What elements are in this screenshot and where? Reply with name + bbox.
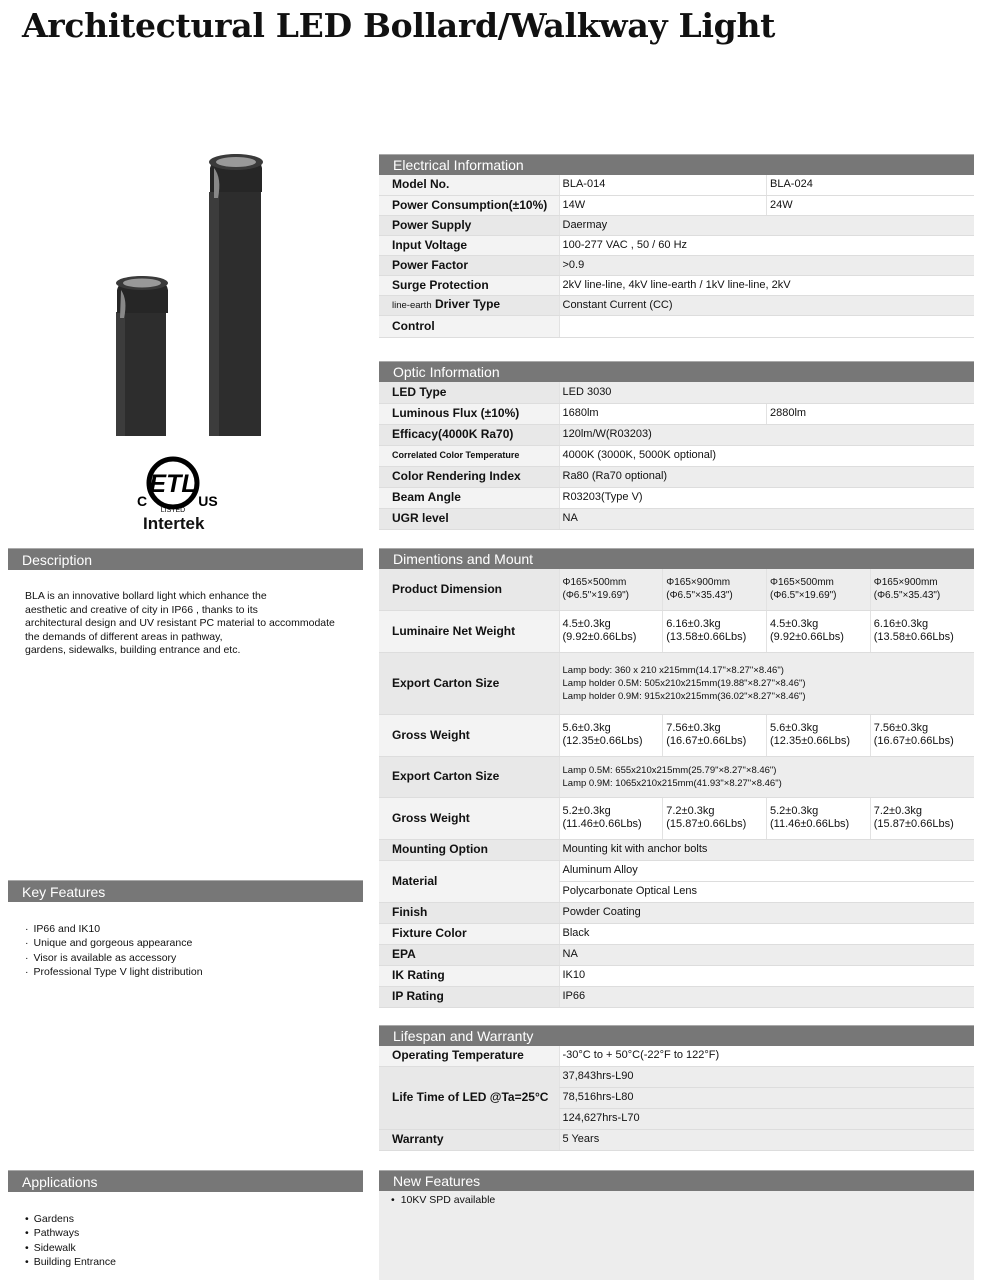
row-label: Material	[379, 860, 559, 902]
cell-line: (11.46±0.66Lbs)	[562, 818, 642, 830]
row-label: IP Rating	[379, 986, 559, 1007]
table-row	[379, 839, 974, 860]
row-label: Color Rendering Index	[379, 466, 559, 487]
key-features-list	[25, 922, 203, 979]
cell-line: Lamp 0.5M: 655x210x215mm(25.79"×8.27"×8.46")	[562, 764, 777, 776]
etl-mark: ETL	[149, 470, 197, 498]
cell-value	[559, 569, 663, 610]
text-line: the demands of different areas in pathway,	[25, 630, 223, 643]
cell-value: LED 3030	[559, 382, 974, 403]
cell-value: 14W	[559, 195, 767, 215]
list-item: • 10KV SPD available	[391, 1194, 974, 1206]
cell-line: Φ165×500mm	[562, 577, 627, 589]
cert-c: C	[136, 493, 148, 509]
row-label: Export Carton Size	[379, 652, 559, 714]
table-row	[379, 466, 974, 487]
cell-value: 2880lm	[767, 403, 975, 424]
list-item: · Unique and gorgeous appearance	[25, 936, 203, 950]
row-label: Fixture Color	[379, 923, 559, 944]
lifespan-table	[379, 1046, 974, 1151]
text-line: aesthetic and creative of city in IP66 , thanks to its	[25, 603, 258, 616]
description-text	[25, 590, 355, 658]
cert-listed: LISTED	[160, 507, 186, 514]
cell-line: (13.58±0.66Lbs)	[666, 631, 747, 643]
cell-line: 5.6±0.3kg	[770, 722, 819, 734]
cell-line: (9.92±0.66Lbs)	[562, 631, 637, 643]
row-label: LED Type	[379, 382, 559, 403]
product-image	[110, 150, 270, 440]
cell-line: 7.2±0.3kg	[666, 805, 715, 817]
cell-line: (Φ6.5"×19.69")	[770, 590, 837, 602]
intertek-brand: Intertek	[143, 514, 205, 533]
dimensions-header: Dimentions and Mount	[379, 548, 974, 569]
row-label: Luminaire Net Weight	[379, 610, 559, 652]
cell-value	[559, 315, 974, 337]
cell-value: IK10	[559, 965, 974, 986]
row-label: Correlated Color Temperature	[379, 445, 559, 466]
page-title: Architectural LED Bollard/Walkway Light	[22, 6, 776, 45]
cell-line: 7.56±0.3kg	[873, 722, 929, 734]
applications-header: Applications	[8, 1170, 363, 1192]
cell-line: 7.56±0.3kg	[666, 722, 721, 734]
cell-line: 4.5±0.3kg	[562, 618, 611, 630]
row-label: Product Dimension	[379, 569, 559, 610]
list-item: • Gardens	[25, 1212, 116, 1226]
table-row	[379, 902, 974, 923]
table-row	[379, 195, 974, 215]
row-label: Warranty	[379, 1129, 559, 1150]
applications-list	[25, 1212, 116, 1269]
cell-value	[870, 569, 974, 610]
cell-value: NA	[559, 508, 974, 529]
text-line: gardens, sidewalks, building entrance and etc.	[25, 644, 241, 656]
cell-line: (15.87±0.66Lbs)	[873, 818, 954, 830]
row-label: Input Voltage	[379, 235, 559, 255]
cell-line: (16.67±0.66Lbs)	[666, 735, 747, 747]
cell-value	[870, 610, 974, 652]
cell-value: Polycarbonate Optical Lens	[559, 881, 974, 902]
table-row	[379, 1046, 974, 1066]
table-row	[379, 714, 974, 756]
cell-line: 6.16±0.3kg	[873, 618, 929, 630]
cell-value	[559, 714, 663, 756]
electrical-header: Electrical Information	[379, 154, 974, 175]
cell-value: R03203(Type V)	[559, 487, 974, 508]
table-row	[379, 175, 974, 195]
row-label: Surge Protection	[379, 275, 559, 295]
table-row	[379, 215, 974, 235]
table-row	[379, 986, 974, 1007]
cell-line: (12.35±0.66Lbs)	[562, 735, 643, 747]
cell-line: (13.58±0.66Lbs)	[873, 631, 954, 643]
cell-value: 5 Years	[559, 1129, 974, 1150]
cell-value	[559, 610, 663, 652]
cell-line: 5.2±0.3kg	[562, 805, 611, 817]
table-row	[379, 610, 974, 652]
optic-table	[379, 382, 974, 530]
cell-value	[767, 610, 871, 652]
table-row	[379, 569, 974, 610]
cell-line: (11.46±0.66Lbs)	[770, 818, 850, 830]
cell-line: (9.92±0.66Lbs)	[770, 631, 844, 643]
cell-value: 37,843hrs-L90	[559, 1066, 974, 1087]
row-label: IK Rating	[379, 965, 559, 986]
list-item: • Pathways	[25, 1226, 116, 1240]
cell-line: Lamp holder 0.5M: 505x210x215mm(19.88"×8.27"×8.46")	[562, 677, 806, 689]
cell-line: 5.2±0.3kg	[770, 805, 819, 817]
text-line: architectural design and UV resistant PC material to accommodate	[25, 617, 335, 629]
table-row	[379, 652, 974, 714]
cell-value: >0.9	[559, 255, 974, 275]
table-row	[379, 275, 974, 295]
list-item: • Building Entrance	[25, 1255, 116, 1269]
cell-line: Lamp 0.9M: 1065x210x215mm(41.93"×8.27"×8.46")	[562, 777, 782, 789]
cell-value	[870, 714, 974, 756]
cell-line: (12.35±0.66Lbs)	[770, 735, 851, 747]
table-row	[379, 965, 974, 986]
cell-value	[663, 797, 767, 839]
list-item: · Visor is available as accessory	[25, 951, 203, 965]
cell-line: Lamp holder 0.9M: 915x210x215mm(36.02"×8.27"×8.46")	[562, 690, 806, 702]
cell-value: Black	[559, 923, 974, 944]
row-label: Gross Weight	[379, 714, 559, 756]
cert-us: US	[198, 493, 218, 509]
cell-line: Φ165×900mm	[666, 577, 731, 589]
list-item: · IP66 and IK10	[25, 922, 203, 936]
row-label: Life Time of LED @Ta=25°C	[379, 1066, 559, 1129]
cell-value: Daermay	[559, 215, 974, 235]
cell-value: -30°C to + 50°C(-22°F to 122°F)	[559, 1046, 974, 1066]
cell-value: BLA-024	[767, 175, 975, 195]
row-label: UGR level	[379, 508, 559, 529]
table-row	[379, 445, 974, 466]
cell-value	[663, 569, 767, 610]
list-item: • Sidewalk	[25, 1241, 116, 1255]
cell-value: Aluminum Alloy	[559, 860, 974, 881]
label-prefix: line-earth	[392, 300, 432, 311]
row-label: Model No.	[379, 175, 559, 195]
row-label: EPA	[379, 944, 559, 965]
row-label: Power Factor	[379, 255, 559, 275]
cell-value	[767, 569, 871, 610]
cell-value: Constant Current (CC)	[559, 295, 974, 315]
cell-value: 78,516hrs-L80	[559, 1087, 974, 1108]
cell-value: 124,627hrs-L70	[559, 1108, 974, 1129]
table-row	[379, 1129, 974, 1150]
cell-value: Mounting kit with anchor bolts	[559, 839, 974, 860]
table-row	[379, 1066, 974, 1087]
table-row	[379, 315, 974, 337]
cell-value	[559, 797, 663, 839]
lifespan-header: Lifespan and Warranty	[379, 1025, 974, 1046]
table-row	[379, 382, 974, 403]
row-label: Finish	[379, 902, 559, 923]
row-label: Luminous Flux (±10%)	[379, 403, 559, 424]
key-features-header: Key Features	[8, 880, 363, 902]
cell-value: NA	[559, 944, 974, 965]
table-row	[379, 487, 974, 508]
cell-value	[870, 797, 974, 839]
table-row	[379, 295, 974, 315]
cell-value: IP66	[559, 986, 974, 1007]
list-item: · Professional Type V light distribution	[25, 965, 203, 979]
cell-value	[663, 714, 767, 756]
cell-value	[559, 652, 974, 714]
cell-value: BLA-014	[559, 175, 767, 195]
optic-header: Optic Information	[379, 361, 974, 382]
table-row	[379, 424, 974, 445]
cell-value	[663, 610, 767, 652]
cell-value	[559, 756, 974, 797]
electrical-table	[379, 175, 974, 338]
cell-value: Ra80 (Ra70 optional)	[559, 466, 974, 487]
table-row	[379, 923, 974, 944]
label-text: Driver Type	[434, 297, 501, 311]
cell-value: Powder Coating	[559, 902, 974, 923]
cell-line: (Φ6.5"×35.43")	[666, 590, 733, 602]
row-label: Efficacy(4000K Ra70)	[379, 424, 559, 445]
cell-line: 5.6±0.3kg	[562, 722, 611, 734]
cell-line: (16.67±0.66Lbs)	[873, 735, 954, 747]
dimensions-table	[379, 569, 974, 1008]
cell-value: 24W	[767, 195, 975, 215]
cell-value: 120lm/W(R03203)	[559, 424, 974, 445]
row-label: Mounting Option	[379, 839, 559, 860]
cell-line: Φ165×900mm	[873, 577, 938, 589]
cell-line: 7.2±0.3kg	[873, 805, 922, 817]
cell-value: 100-277 VAC , 50 / 60 Hz	[559, 235, 974, 255]
row-label: Power Consumption(±10%)	[379, 195, 559, 215]
row-label: Beam Angle	[379, 487, 559, 508]
table-row	[379, 403, 974, 424]
description-header: Description	[8, 548, 363, 570]
etl-certification-logo	[130, 450, 220, 540]
cell-line: 6.16±0.3kg	[666, 618, 721, 630]
cell-line: 4.5±0.3kg	[770, 618, 819, 630]
row-label	[379, 295, 559, 315]
cell-line: Lamp body: 360 x 210 x215mm(14.17"×8.27"×8.46")	[562, 664, 784, 676]
row-label: Gross Weight	[379, 797, 559, 839]
row-label: Export Carton Size	[379, 756, 559, 797]
table-row	[379, 255, 974, 275]
text-line: BLA is an innovative bollard light which enhance the	[25, 590, 267, 602]
new-features-list	[379, 1191, 974, 1280]
table-row	[379, 756, 974, 797]
table-row	[379, 860, 974, 881]
cell-value: 1680lm	[559, 403, 767, 424]
cell-line: Φ165×500mm	[770, 577, 834, 589]
cell-line: (Φ6.5"×19.69")	[562, 590, 630, 602]
cell-line: (Φ6.5"×35.43")	[873, 590, 941, 602]
row-label: Power Supply	[379, 215, 559, 235]
cell-value: 4000K (3000K, 5000K optional)	[559, 445, 974, 466]
cell-line: (15.87±0.66Lbs)	[666, 818, 747, 830]
new-features-header: New Features	[379, 1170, 974, 1191]
table-row	[379, 508, 974, 529]
cell-value: 2kV line-line, 4kV line-earth / 1kV line-line, 2kV	[559, 275, 974, 295]
row-label: Control	[379, 315, 559, 337]
row-label: Operating Temperature	[379, 1046, 559, 1066]
cell-value	[767, 714, 871, 756]
table-row	[379, 797, 974, 839]
cell-value	[767, 797, 871, 839]
table-row	[379, 944, 974, 965]
table-row	[379, 235, 974, 255]
